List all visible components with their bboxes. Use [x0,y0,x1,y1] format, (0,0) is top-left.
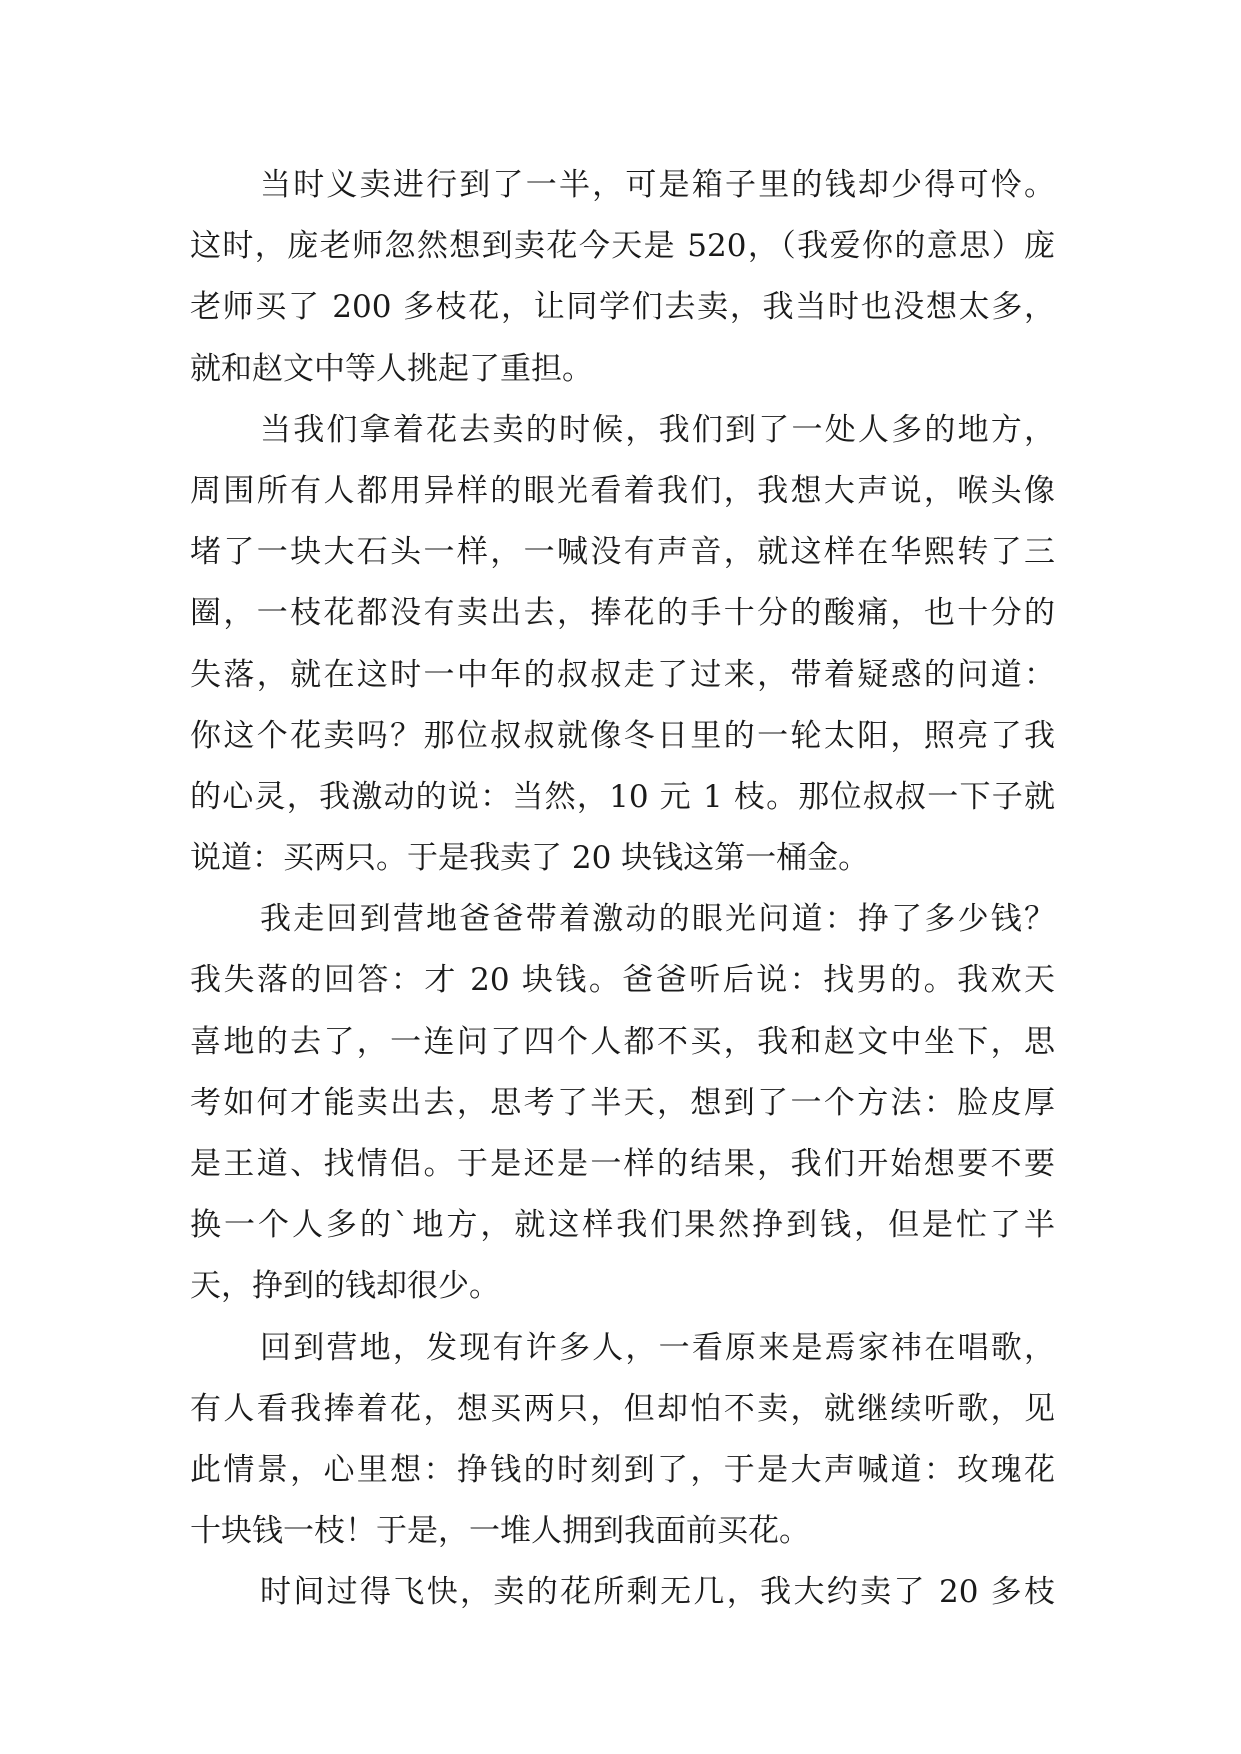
text-line: 时间过得飞快，卖的花所剩无几，我大约卖了 20 多枝 [260,1574,1055,1611]
text-line: 回到营地，发现有许多人，一看原来是焉家祎在唱歌， [260,1329,1055,1366]
text-line: 当时义卖进行到了一半，可是箱子里的钱却少得可怜。 [260,167,1055,203]
paragraph-4 [190,1318,1055,1563]
text-line: 说道：买两只。于是我卖了 20 块钱这第一桶金。 [190,840,870,877]
text-line: 此情景，心里想：挣钱的时刻到了，于是大声喊道：玫瑰花 [190,1451,1055,1488]
paragraph-2 [190,400,1055,890]
text-line: 堵了一块大石头一样，一喊没有声音，就这样在华熙转了三 [190,534,1055,571]
text-line: 天，挣到的钱却很少。 [190,1268,500,1305]
text-line: 我走回到营地爸爸带着激动的眼光问道：挣了多少钱？ [260,901,1055,938]
text-line: 换一个人多的`地方，就这样我们果然挣到钱，但是忙了半 [190,1207,1055,1244]
text-line: 当我们拿着花去卖的时候，我们到了一处人多的地方， [260,411,1055,448]
text-line: 十块钱一枝！于是，一堆人拥到我面前买花。 [190,1513,810,1550]
text-line: 这时，庞老师忽然想到卖花今天是 520，（我爱你的意思）庞 [190,228,1055,265]
text-line: 你这个花卖吗？那位叔叔就像冬日里的一轮太阳，照亮了我 [190,717,1055,754]
text-line: 我失落的回答：才 20 块钱。爸爸听后说：找男的。我欢天 [190,962,1055,999]
text-line: 有人看我捧着花，想买两只，但却怕不卖，就继续听歌，见 [190,1390,1055,1427]
text-line: 圈，一枝花都没有卖出去，捧花的手十分的酸痛，也十分的 [190,595,1055,632]
paragraph-3 [190,889,1055,1317]
text-line: 考如何才能卖出去，思考了半天，想到了一个方法：脸皮厚 [190,1084,1055,1121]
text-line: 失落，就在这时一中年的叔叔走了过来，带着疑惑的问道： [190,656,1055,693]
document-body [190,155,1055,1624]
text-line: 就和赵文中等人挑起了重担。 [190,350,593,387]
text-line: 喜地的去了，一连问了四个人都不买，我和赵文中坐下，思 [190,1023,1055,1060]
text-line: 是王道、找情侣。于是还是一样的结果，我们开始想要不要 [190,1146,1055,1182]
paragraph-5 [190,1562,1055,1623]
paragraph-1 [190,155,1055,400]
text-line: 的心灵，我激动的说：当然，10 元 1 枝。那位叔叔一下子就 [190,778,1055,815]
text-line: 老师买了 200 多枝花，让同学们去卖，我当时也没想太多， [190,289,1055,326]
text-line: 周围所有人都用异样的眼光看着我们，我想大声说，喉头像 [190,472,1055,509]
